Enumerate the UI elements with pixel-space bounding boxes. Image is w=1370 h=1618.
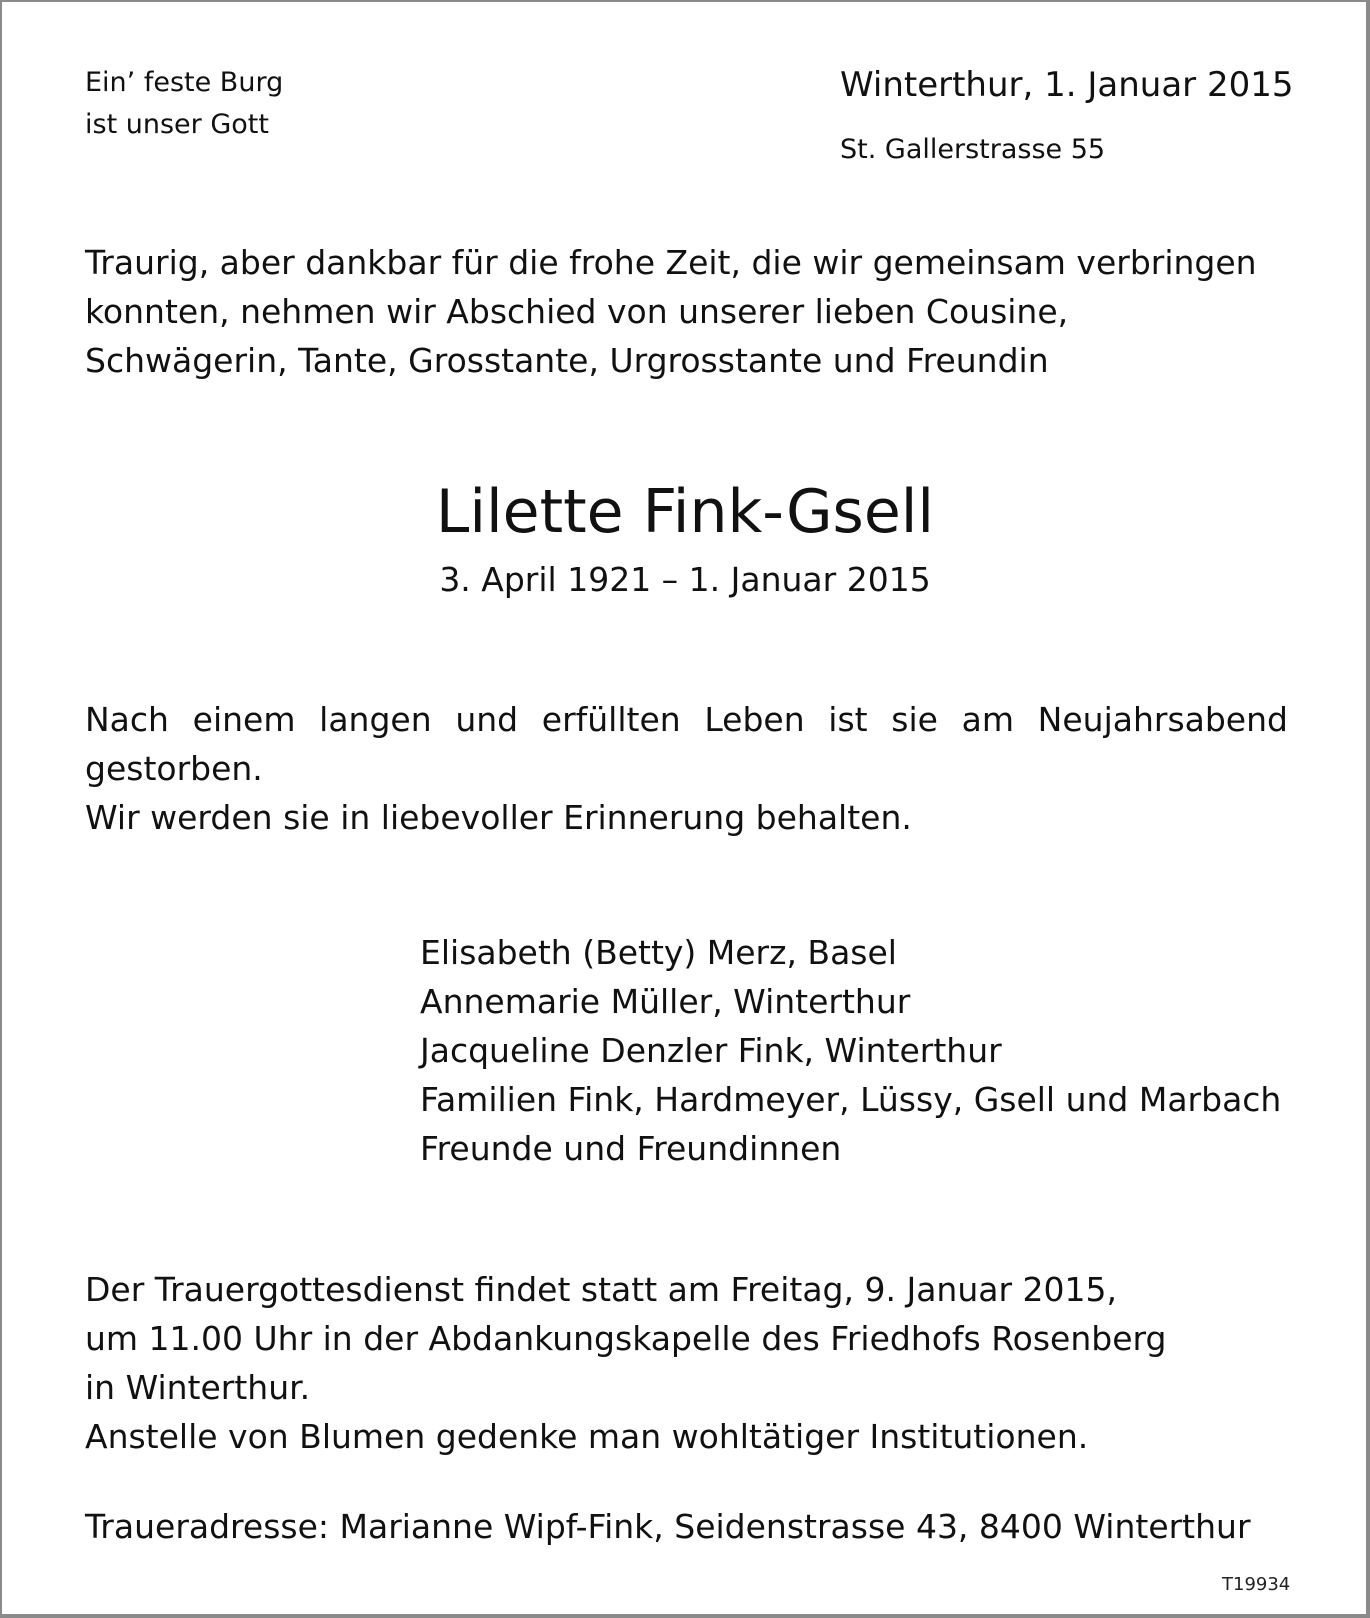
intro-paragraph — [85, 238, 1288, 385]
condolence-address: Traueradresse: Marianne Wipf-Fink, Seidenstrasse 43, 8400 Winterthur — [85, 1507, 1251, 1546]
message-word: Neujahrsabend — [1037, 700, 1288, 739]
message-word: ist — [828, 700, 868, 739]
message-word: langen — [319, 700, 432, 739]
mourner-entry: Familien Fink, Hardmeyer, Lüssy, Gsell und Marbach — [420, 1080, 1282, 1119]
message-word: sie — [891, 700, 938, 739]
reference-code: T19934 — [1222, 1574, 1291, 1595]
message-word: erfüllten — [541, 700, 681, 739]
message-word: Leben — [704, 700, 805, 739]
message-paragraph — [85, 695, 1288, 842]
intro-line: Schwägerin, Tante, Grosstante, Urgrosstante und Freundin — [85, 341, 1049, 380]
mourner-entry: Annemarie Müller, Winterthur — [420, 982, 911, 1021]
service-paragraph — [85, 1265, 1288, 1461]
message-line-justified — [85, 695, 1288, 744]
message-line: Wir werden sie in liebevoller Erinnerung behalten. — [85, 798, 912, 837]
service-line: in Winterthur. — [85, 1368, 311, 1407]
deceased-name: Lilette Fink-Gsell — [435, 477, 935, 547]
mourner-entry: Jacqueline Denzler Fink, Winterthur — [420, 1031, 1002, 1070]
message-word: am — [961, 700, 1014, 739]
message-word: Nach — [85, 700, 169, 739]
motto-line: Ein’ feste Burg — [85, 67, 284, 98]
mourner-entry: Elisabeth (Betty) Merz, Basel — [420, 933, 897, 972]
mourners-list — [420, 928, 1281, 1173]
service-line: Der Trauergottesdienst findet statt am Freitag, 9. Januar 2015, — [85, 1270, 1117, 1309]
place-date: Winterthur, 1. Januar 2015 — [840, 65, 1294, 105]
service-line: um 11.00 Uhr in der Abdankungskapelle des Friedhofs Rosenberg — [85, 1319, 1167, 1358]
message-line: gestorben. — [85, 749, 263, 788]
service-line: Anstelle von Blumen gedenke man wohltätiger Institutionen. — [85, 1417, 1089, 1456]
message-word: und — [455, 700, 519, 739]
mourner-entry: Freunde und Freundinnen — [420, 1129, 842, 1168]
motto-line: ist unser Gott — [85, 109, 269, 140]
motto — [85, 62, 283, 146]
message-word: einem — [192, 700, 296, 739]
intro-line: konnten, nehmen wir Abschied von unserer lieben Cousine, — [85, 292, 1069, 331]
home-address: St. Gallerstrasse 55 — [840, 134, 1106, 165]
lifespan-dates: 3. April 1921 – 1. Januar 2015 — [439, 560, 931, 599]
intro-line: Traurig, aber dankbar für die frohe Zeit, die wir gemeinsam verbringen — [85, 243, 1257, 282]
